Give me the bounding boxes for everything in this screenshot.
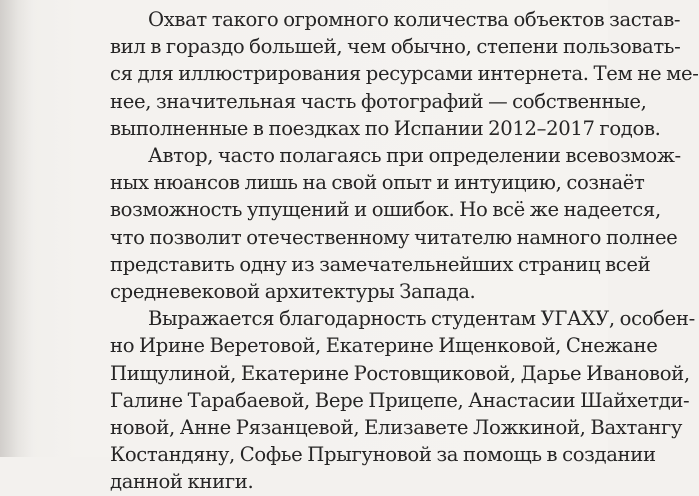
text-line: вил в гораздо большей, чем обычно, степени пользовать- [110,35,681,59]
text-line: нее, значительная часть фотографий — собственные, [110,89,647,113]
page-gutter-shadow [0,0,34,457]
text-line: Автор, часто полагаясь при определении всевозмож- [148,144,681,168]
text-line: Охват такого огромного количества объектов застав- [148,8,681,31]
text-line: Галине Тарабаевой, Вере Прицепе, Анастасии Шайхетди- [110,388,690,412]
text-line: Пищулиной, Екатерине Ростовщиковой, Дарье Ивановой, [110,361,690,385]
text-line: что позволит отечественному читателю намного полнее [110,225,678,249]
text-line: представить одну из замечательнейших страниц всей [110,252,651,276]
text-line: Костандяну, Софье Прыгуновой за помощь в создании [110,443,656,467]
text-line: но Ирине Веретовой, Екатерине Ищенковой, Снежане [110,334,658,358]
text-line: Выражается благодарность студентам УГАХУ, особен- [148,307,695,331]
paragraph-3 [110,305,695,495]
paragraph-1 [110,6,699,142]
body-text [110,6,699,496]
text-line: ных нюансов лишь на свой опыт и интуицию, сознаёт [110,171,645,195]
text-line: новой, Анне Рязанцевой, Елизавете Ложкиной, Вахтангу [110,416,683,440]
text-line: возможность упущений и ошибок. Но всё же надеется, [110,198,661,222]
paragraph-2 [110,142,681,305]
text-line: выполненные в поездках по Испании 2012–2017 годов. [110,116,661,140]
text-line: данной книги. [110,470,254,494]
text-line: средневековой архитектуры Запада. [110,280,476,304]
text-line: ся для иллюстрирования ресурсами интернета. Тем не ме- [110,62,699,86]
